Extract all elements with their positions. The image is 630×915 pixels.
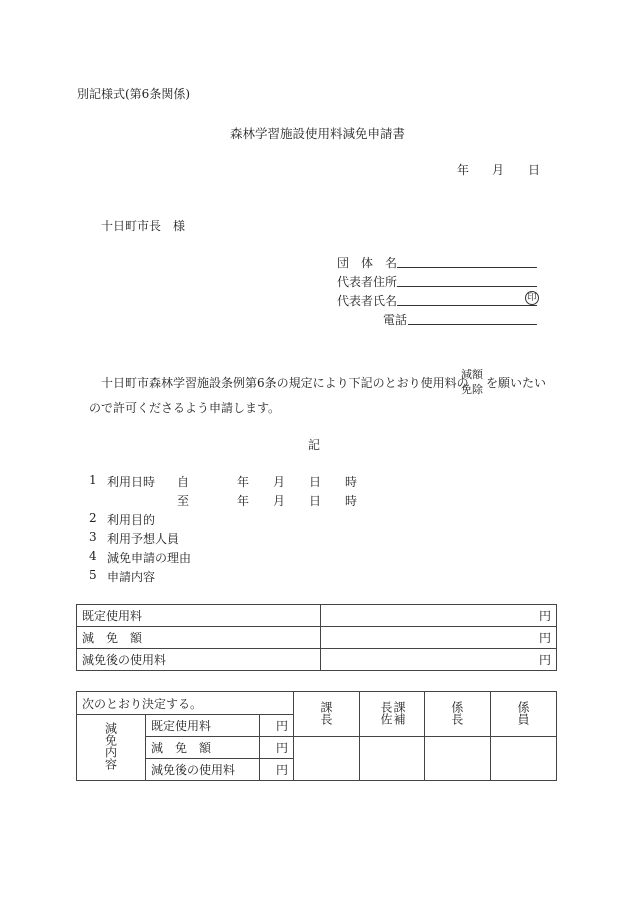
item-5-number: 5 bbox=[89, 568, 97, 582]
from-hour: 時 bbox=[345, 475, 358, 489]
seal-mark: 印 bbox=[525, 291, 539, 305]
decision-row-label: 減免後の使用料 bbox=[146, 759, 260, 781]
date-month: 月 bbox=[492, 163, 505, 177]
to-month: 月 bbox=[273, 494, 286, 508]
ki-heading: 記 bbox=[308, 438, 321, 452]
table-row bbox=[77, 627, 557, 649]
approver-cell bbox=[490, 692, 556, 737]
approver-label: 係長 bbox=[449, 700, 464, 725]
table-row bbox=[77, 605, 557, 627]
item-3-label: 利用予想人員 bbox=[107, 532, 180, 546]
group-name-label: 団 体 名 bbox=[337, 256, 398, 270]
to-label: 至 bbox=[177, 494, 190, 508]
form-reference: 別記様式(第6条関係) bbox=[77, 87, 190, 101]
decision-heading: 次のとおり決定する。 bbox=[77, 692, 294, 715]
side-label: 減免内容 bbox=[103, 722, 118, 770]
date-day: 日 bbox=[528, 163, 541, 177]
fee-row-label: 減 免 額 bbox=[77, 627, 321, 649]
decision-row-amount[interactable]: 円 bbox=[260, 759, 294, 781]
exemption-choice: 免除 bbox=[461, 383, 483, 396]
rep-address-label: 代表者住所 bbox=[337, 275, 398, 289]
group-name-field[interactable] bbox=[397, 267, 537, 268]
rep-address-field[interactable] bbox=[397, 286, 537, 287]
item-2-number: 2 bbox=[89, 511, 97, 525]
addressee: 十日町市長 様 bbox=[101, 219, 186, 233]
fee-row-label: 既定使用料 bbox=[77, 605, 321, 627]
to-hour: 時 bbox=[345, 494, 358, 508]
item-5-label: 申請内容 bbox=[107, 570, 156, 584]
decision-row-label: 既定使用料 bbox=[146, 715, 260, 737]
approver-stamp-box[interactable] bbox=[424, 737, 490, 781]
phone-field[interactable] bbox=[408, 324, 537, 325]
from-day: 日 bbox=[309, 475, 322, 489]
table-row bbox=[77, 649, 557, 671]
item-1-label: 利用日時 bbox=[107, 475, 156, 489]
to-day: 日 bbox=[309, 494, 322, 508]
fee-row-amount[interactable]: 円 bbox=[321, 649, 557, 671]
rep-name-field[interactable] bbox=[397, 305, 537, 306]
statement-line-2: ので許可くださるよう申請します。 bbox=[89, 401, 281, 415]
rep-name-label: 代表者氏名 bbox=[337, 294, 398, 308]
approver-cell bbox=[424, 692, 490, 737]
item-2-label: 利用目的 bbox=[107, 513, 156, 527]
approver-label: 係員 bbox=[515, 700, 530, 725]
item-3-number: 3 bbox=[89, 530, 97, 544]
phone-label: 電話 bbox=[383, 313, 408, 327]
from-label: 自 bbox=[177, 475, 190, 489]
table-row bbox=[77, 737, 557, 759]
table-row bbox=[77, 692, 557, 715]
approver-stamp-box[interactable] bbox=[490, 737, 556, 781]
item-4-label: 減免申請の理由 bbox=[107, 551, 192, 565]
date-year: 年 bbox=[457, 163, 470, 177]
fee-row-label: 減免後の使用料 bbox=[77, 649, 321, 671]
approver-cell bbox=[360, 692, 425, 737]
approver-label: 課補長佐 bbox=[378, 700, 407, 725]
statement-text-before: 十日町市森林学習施設条例第6条の規定により下記のとおり使用料の bbox=[101, 376, 469, 390]
fee-row-amount[interactable]: 円 bbox=[321, 605, 557, 627]
from-month: 月 bbox=[273, 475, 286, 489]
approver-cell bbox=[294, 692, 360, 737]
approver-label: 課長 bbox=[319, 700, 334, 725]
decision-row-label: 減 免 額 bbox=[146, 737, 260, 759]
side-label-cell bbox=[77, 715, 146, 781]
fee-table bbox=[76, 604, 557, 671]
to-year: 年 bbox=[237, 494, 250, 508]
approver-stamp-box[interactable] bbox=[294, 737, 360, 781]
decision-table bbox=[76, 691, 557, 781]
item-4-number: 4 bbox=[89, 549, 97, 563]
decision-row-amount[interactable]: 円 bbox=[260, 737, 294, 759]
from-year: 年 bbox=[237, 475, 250, 489]
approver-stamp-box[interactable] bbox=[360, 737, 425, 781]
document-title: 森林学習施設使用料減免申請書 bbox=[230, 126, 406, 141]
reduction-choice: 減額 bbox=[461, 368, 483, 381]
item-1-number: 1 bbox=[89, 473, 97, 487]
decision-row-amount[interactable]: 円 bbox=[260, 715, 294, 737]
fee-row-amount[interactable]: 円 bbox=[321, 627, 557, 649]
statement-text-after: を願いたい bbox=[486, 376, 547, 390]
